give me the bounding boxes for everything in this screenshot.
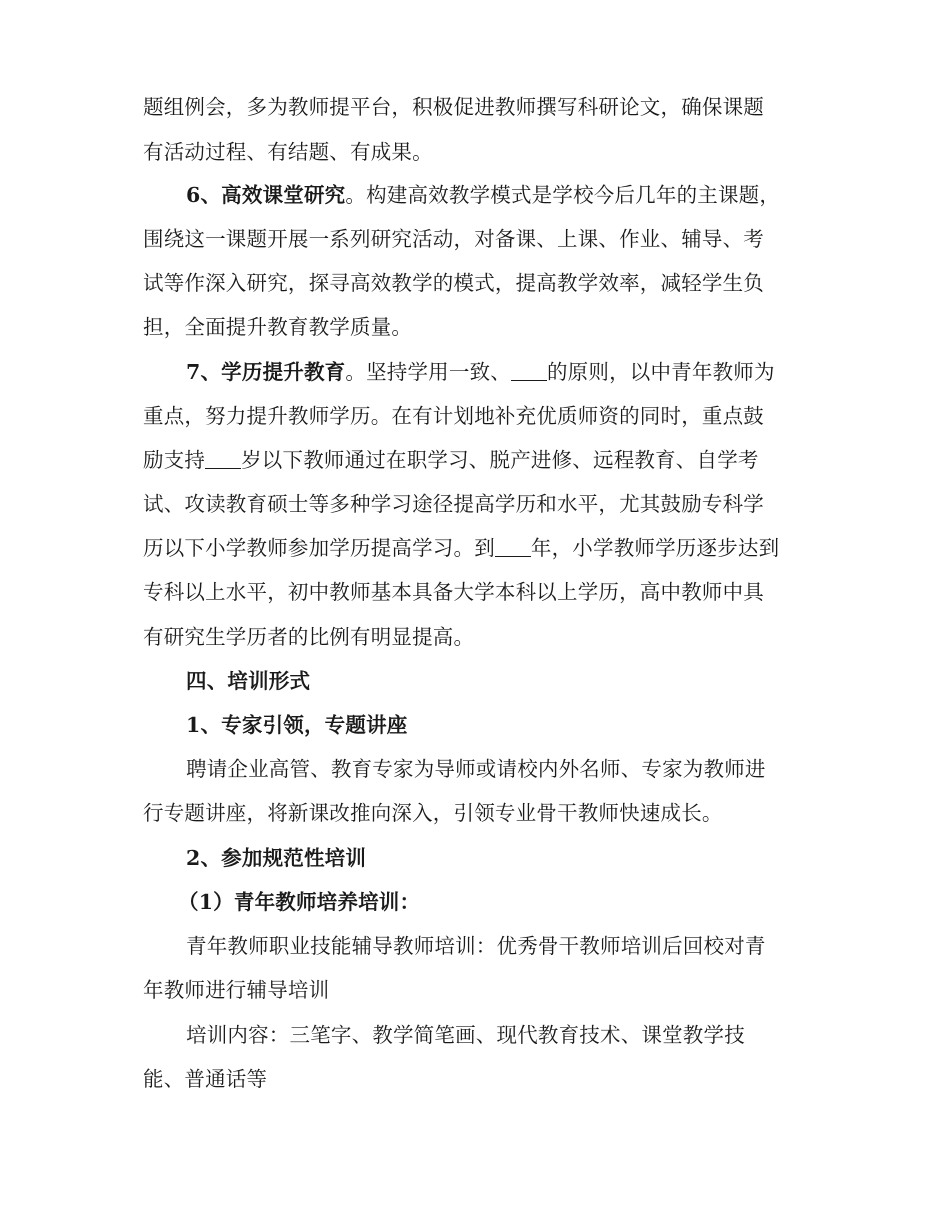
paragraph-line [143,624,474,650]
paragraph-line [186,756,766,782]
text: 励支持 [143,448,206,472]
text: 1、专家引领，专题讲座 [186,713,408,737]
text: 重点，努力提升教师学历。在有计划地补充优质师资的同时，重点鼓 [143,404,764,428]
fill-blank [511,362,547,381]
paragraph-line [143,800,723,826]
paragraph-line [143,403,764,429]
text: 年，小学教师学历逐步达到 [530,536,780,560]
text: 有活动过程、有结题、有成果。 [143,140,433,164]
text: 。坚持学用一致、 [345,360,511,384]
paragraph-line [143,226,764,252]
text: 2、参加规范性培训 [186,846,367,870]
paragraph-line [143,270,764,296]
text: 围绕这一课题开展一系列研究活动，对备课、上课、作业、辅导、考 [143,227,764,251]
text: 青年教师职业技能辅导教师培训：优秀骨干教师培训后回校对青 [186,934,766,958]
text: 培训内容：三笔字、教学简笔画、现代教育技术、课堂教学技 [186,1023,745,1047]
paragraph-line [143,977,329,1003]
paragraph-line [186,1022,745,1048]
text: 的原则，以中青年教师为 [546,360,775,384]
paragraph-line [143,94,764,120]
paragraph-line [143,139,433,165]
paragraph-line [186,182,780,208]
paragraph-line [143,314,412,340]
section-heading-4 [186,668,310,694]
text: 能、普通话等 [143,1067,268,1091]
text: 担，全面提升教育教学质量。 [143,315,413,339]
fill-blank [205,450,241,469]
text: 试等作深入研究，探寻高效教学的模式，提高教学效率，减轻学生负 [143,271,764,295]
paragraph-line [143,535,779,561]
paragraph-line [143,579,764,605]
paragraph-line [186,933,766,959]
subsection-heading-2-1 [178,889,420,915]
subsection-heading-2 [186,845,366,871]
text: 历以下小学教师参加学历提高学习。到 [143,536,495,560]
text: 题组例会，多为教师提平台，积极促进教师撰写科研论文，确保课题 [143,95,764,119]
text: 聘请企业高管、教育专家为导师或请校内外名师、专家为教师进 [186,757,766,781]
text: 岁以下教师通过在职学习、脱产进修、远程教育、自学考 [241,448,759,472]
item-heading-6: 6、高效课堂研究 [186,183,346,207]
paragraph-line [186,359,775,385]
paragraph-line [143,491,764,517]
paragraph-line [143,447,759,473]
fill-blank [495,538,531,557]
subsection-heading-1 [186,712,407,738]
text: 试、攻读教育硕士等多种学习途径提高学历和水平，尤其鼓励专科学 [143,492,764,516]
text: （1）青年教师培养培训： [178,890,421,914]
item-heading-7: 7、学历提升教育 [186,360,346,384]
text: 。构建高效教学模式是学校今后几年的主课题， [345,183,781,207]
text: 四、培训形式 [186,669,311,693]
text: 行专题讲座，将新课改推向深入，引领专业骨干教师快速成长。 [143,801,723,825]
text: 年教师进行辅导培训 [143,978,330,1002]
paragraph-line [143,1066,267,1092]
text: 有研究生学历者的比例有明显提高。 [143,625,475,649]
text: 专科以上水平，初中教师基本具备大学本科以上学历，高中教师中具 [143,580,764,604]
